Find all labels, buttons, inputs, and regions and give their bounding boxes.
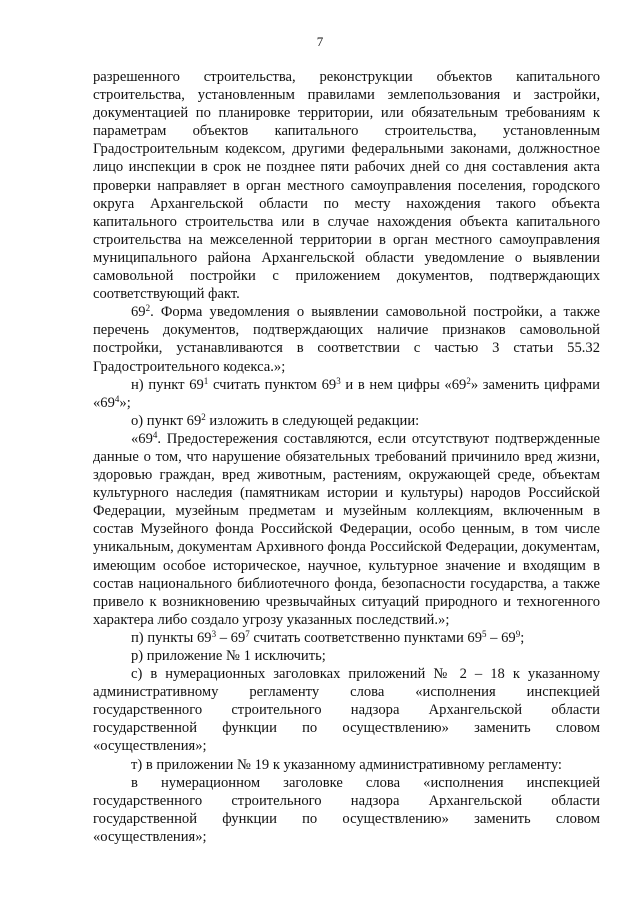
document-body — [93, 68, 600, 846]
paragraph: п) пункты $69^3 - 69^7$ считать соответственно пунктами $69^5 - 69^9$; — [131, 628, 525, 646]
paragraph: р) приложение № 1 исключить; — [131, 648, 326, 664]
paragraph: т) в приложении № 19 к указанному административному регламенту: — [131, 756, 562, 773]
paragraph: разрешенного строительства, реконструкции объектов капитального строительства, установленным правилами землепользования и застройки, документацией по планировке территории, или обязательным требованиям к параметрам объектов капитального строительства, установленным Градостроительным кодексом, другими федеральными законами, должностное лицо инспекции в срок не позднее пяти рабочих дней со дня составления акта проверки направляет в орган местного самоуправления поселения, городского округа Архангельской области по месту нахождения такого объекта капитального строительства или в случае нахождения объекта капитального строительства на межселенной территории в орган местного самоуправления муниципального района Архангельской области уведомление о выявлении самовольной постройки с приложением документов, подтверждающих соответствующий факт. — [93, 69, 600, 303]
paragraph: $69^2$. Форма уведомления о выявлении самовольной постройки, а также перечень документов, подтверждающих наличие признаков самовольной постройки, устанавливаются в соответствии с частью 3 статьи 55.32 Градостроительного кодекса.»; — [93, 303, 600, 375]
paragraph: в нумерационном заголовке слова «исполнения инспекцией государственного строительного надзора Архангельской области государственной функции по осуществлению» заменить словом «осуществления»; — [93, 774, 600, 845]
paragraph: н) пункт $69^1$ считать пунктом $69^3$ и в нем цифры «$69^2$» заменить цифрами «$69^4$»; — [93, 375, 600, 411]
paragraph: о) пункт $69^2$ изложить в следующей редакции: — [131, 411, 420, 429]
page-number: 7 — [316, 34, 324, 49]
paragraph: «$69^4$. Предостережения составляются, если отсутствуют подтвержденные данные о том, что нарушение обязательных требований причинило вред жизни, здоровью граждан, вред животным, растениям, окружающей среде, объектам культурного наследия (памятникам истории и культуры) народов Российской Федерации, музейным предметам и музейным коллекциям, включенным в состав Музейного фонда Российской Федерации, особо ценным, в том числе уникальным, документам Архивного фонда Российской Федерации, документам, имеющим особое историческое, научное, культурное значение и входящим в состав национального библиотечного фонда, безопасности государства, а также привело к возникновению чрезвычайных ситуаций природного и техногенного характера либо создало угрозу указанных последствий.»; — [93, 429, 600, 628]
paragraph: с) в нумерационных заголовках приложений № 2 – 18 к указанному административному регламенту слова «исполнения инспекцией государственного строительного надзора Архангельской области государственной функции по осуществлению» заменить словом «осуществления»; — [93, 666, 600, 755]
